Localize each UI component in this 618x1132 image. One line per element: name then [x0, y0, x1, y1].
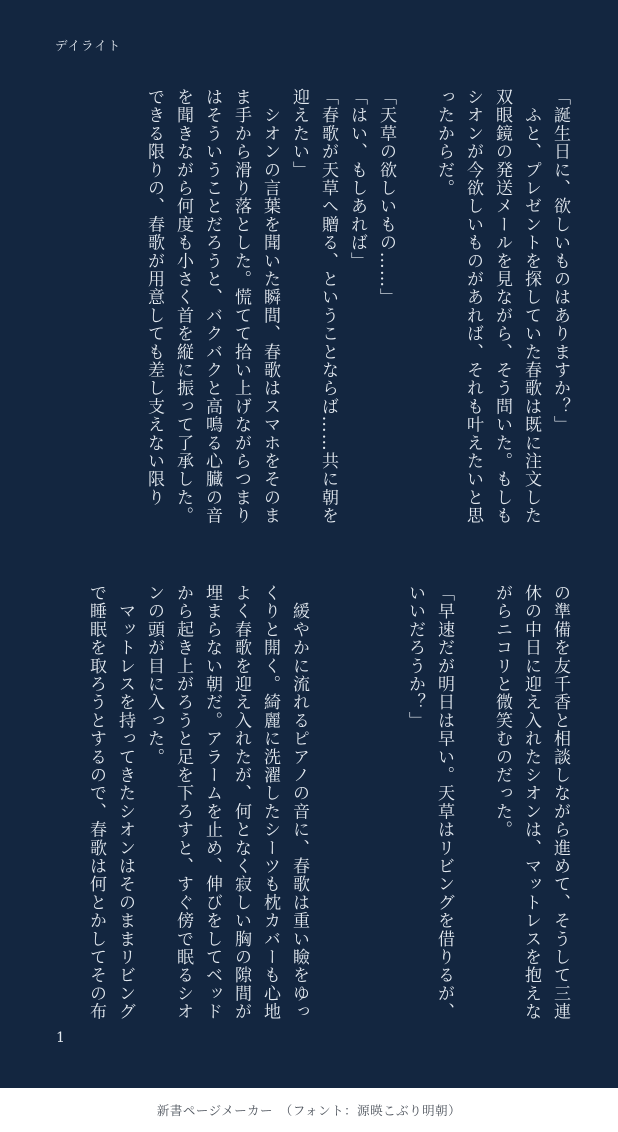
text-line: ンの頭が目に入った。	[144, 584, 164, 766]
text-line: 「早速だが明日は早い。天草はリビングを借りるが、	[434, 584, 454, 1021]
text-line: 「はい、もしあれば」	[347, 88, 367, 270]
text-line: できる限りの、春歌が用意しても差し支えない限り	[144, 88, 164, 507]
text-line: ったからだ。	[434, 88, 454, 198]
text-line: 「誕生日に、欲しいものはありますか？」	[550, 88, 570, 434]
text-line	[342, 584, 371, 1008]
text-line: 迎えたい」	[289, 88, 309, 179]
text-line	[313, 584, 342, 1008]
text-line: がらニコリと微笑むのだった。	[492, 584, 512, 839]
text-line: から起き上がろうと足を下ろすと、すぐ傍で眠るシオ	[173, 584, 193, 1021]
text-line: で睡眠を取ろうとするので、春歌は何とかしてその布	[86, 584, 106, 1021]
text-line	[458, 584, 487, 1008]
text-line: 緩やかに流れるピアノの音に、春歌は重い瞼をゆっ	[289, 584, 309, 1021]
text-line: くりと開く。綺麗に洗濯したシーツも枕カバーも心地	[260, 584, 280, 1021]
text-line: の準備を友千香と相談しながら進めて、そうして三連	[550, 584, 570, 1021]
text-line: シオンが今欲しいものがあれば、それも叶えたいと思	[463, 88, 483, 525]
page-number: 1	[56, 1030, 65, 1046]
text-line: いいだろうか？」	[405, 584, 425, 730]
page-title: デイライト	[55, 38, 122, 53]
text-line: ま手から滑り落とした。慌てて拾い上げながらつまり	[231, 88, 251, 525]
footer-credit-text: 新書ページメーカー （フォント：源暎こぶり明朝）	[156, 1103, 462, 1118]
text-line: 「春歌が天草へ贈る、ということならば……共に朝を	[318, 88, 338, 525]
text-line: 埋まらない朝だ。アラームを止め、伸びをしてベッド	[202, 584, 222, 1021]
text-line: マットレスを持ってきたシオンはそのままリビング	[115, 584, 135, 1021]
text-line: シオンの言葉を聞いた瞬間、春歌はスマホをそのま	[260, 88, 280, 525]
text-line: を聞きながら何度も小さく首を縦に振って了承した。	[173, 88, 193, 525]
text-line: ふと、プレゼントを探していた春歌は既に注文した	[521, 88, 541, 525]
text-line	[400, 88, 429, 512]
text-line: はそういうことだろうと、バクバクと高鳴る心臓の音	[202, 88, 222, 525]
footer-bar	[0, 1088, 618, 1132]
text-line: よく春歌を迎え入れたが、何となく寂しい胸の隙間が	[231, 584, 251, 1021]
text-line: 「天草の欲しいもの……」	[376, 88, 396, 307]
text-line: 休の中日に迎え入れたシオンは、マットレスを抱えな	[521, 584, 541, 1021]
vertical-text-block-lower	[81, 584, 574, 1021]
text-line	[371, 584, 400, 1008]
text-line: 双眼鏡の発送メールを見ながら、そう問いた。もしも	[492, 88, 512, 525]
vertical-text-block-upper	[139, 88, 574, 525]
